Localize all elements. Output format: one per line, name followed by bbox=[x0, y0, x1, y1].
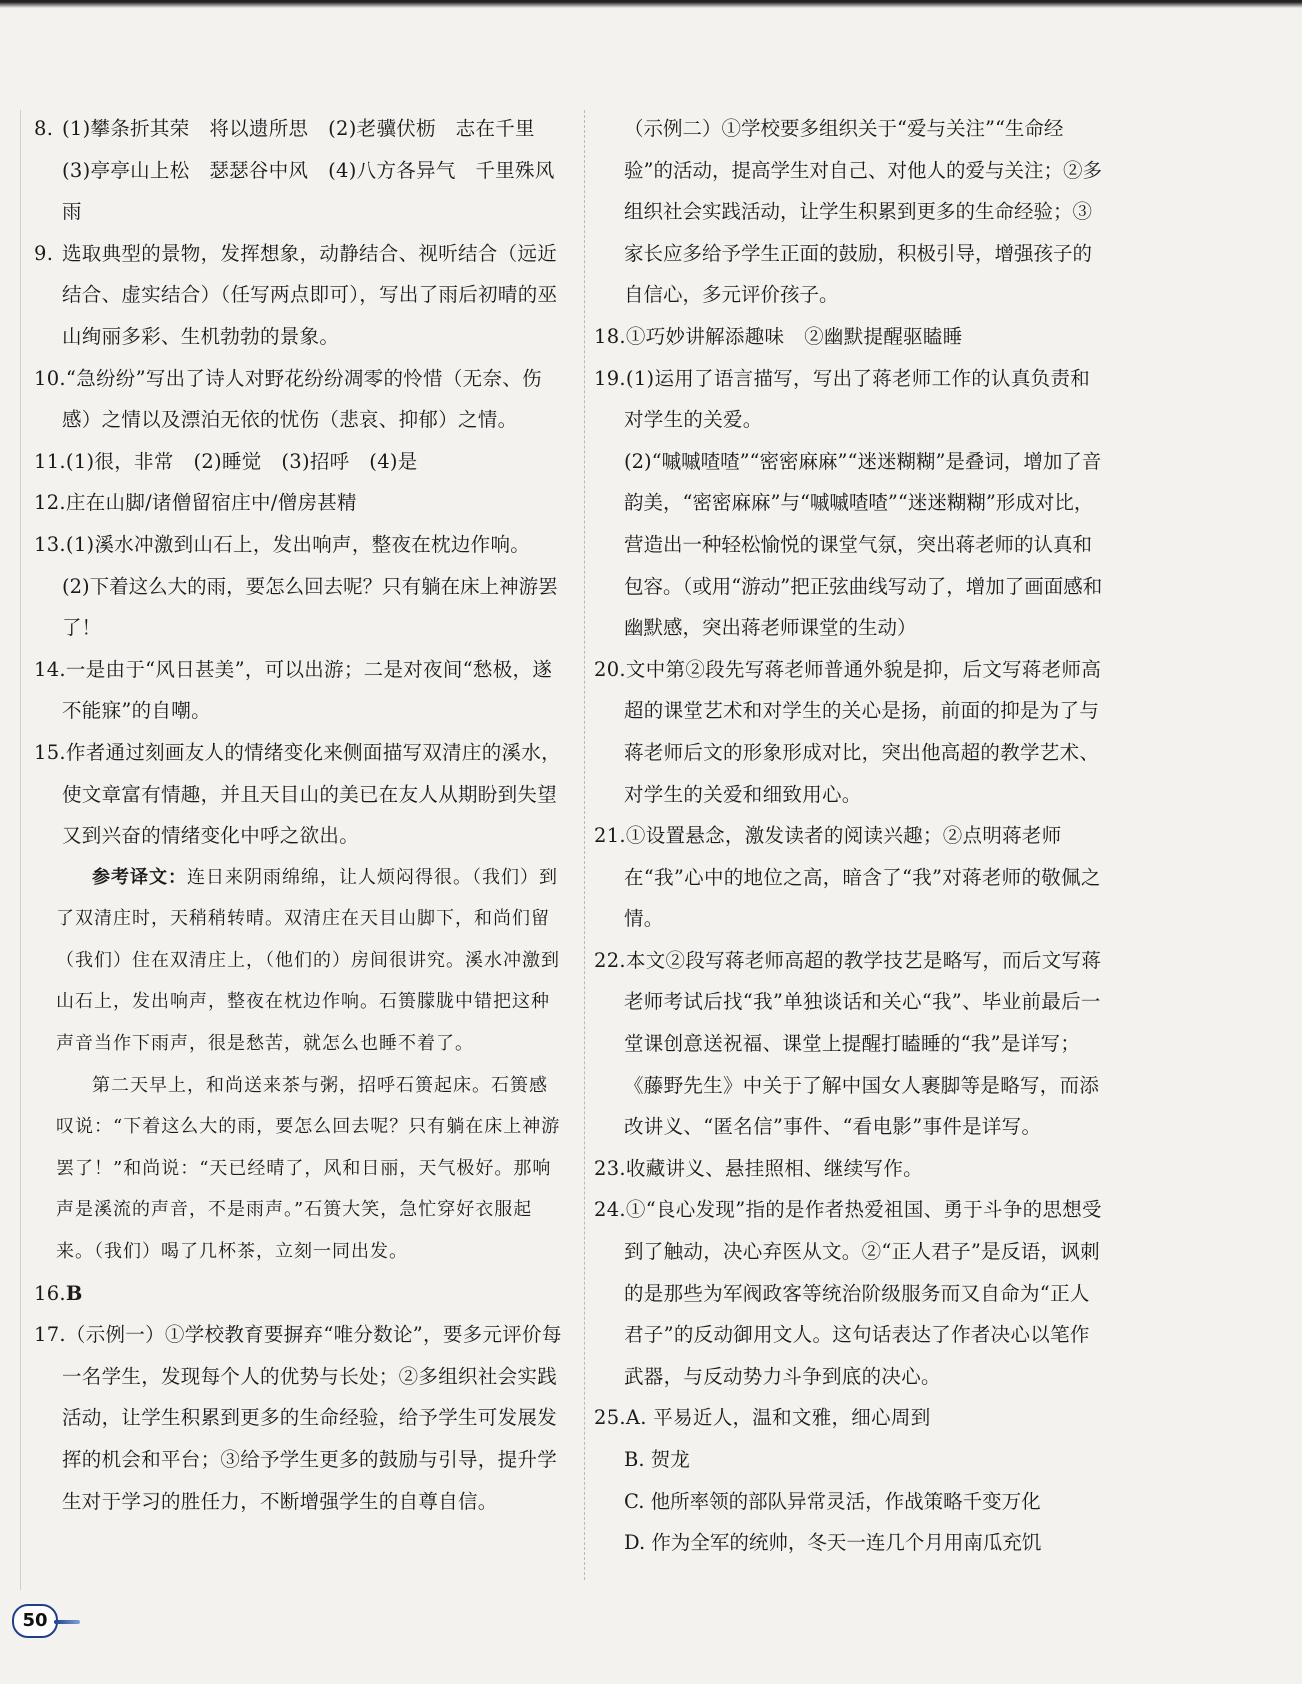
item-text: 作者通过刻画友人的情绪变化来侧面描写双清庄的溪水，使文章富有情趣，并且天目山的美已在友人从期盼到失望又到兴奋的情绪变化中呼之欲出。 bbox=[62, 740, 561, 848]
reference-text: 连日来阴雨绵绵，让人烦闷得很。（我们）到了双清庄时，天稍稍转晴。双清庄在天目山脚下，和尚们留（我们）住在双清庄上，（他们的）房间很讲究。溪水冲激到山石上，发出响声，整夜在枕边作响。石篑朦胧中错把这种声音当作下雨声，很是愁苦，就怎么也睡不着了。 bbox=[56, 866, 560, 1055]
answer-item-25-b: B. 贺龙 bbox=[624, 1448, 690, 1471]
answer-item-17-example2: （示例二）①学校要多组织关于“爱与关注”“生命经验”的活动，提高学生对自己、对他人的爱与关注；②多组织社会实践活动，让学生积累到更多的生命经验；③家长应多给予学生正面的鼓励，积极引导，增强孩子的自信心，多元评价孩子。 bbox=[624, 117, 1102, 307]
answer-item-25-d: D. 作为全军的统帅，冬天一连几个月用南瓜充饥 bbox=[624, 1531, 1042, 1555]
answer-item-11 bbox=[34, 441, 566, 483]
item-number: 22. bbox=[594, 948, 626, 972]
answer-item-23 bbox=[594, 1148, 1106, 1190]
item-text: (1)攀条折其荣 将以遗所思 (2)老骥伏枥 志在千里 (3)亭亭山上松 瑟瑟谷中风 (4)八方各异气 千里殊风雨 bbox=[62, 117, 555, 224]
item-number: 17. bbox=[34, 1323, 66, 1347]
item-answer: B bbox=[65, 1281, 83, 1305]
answer-item-21 bbox=[594, 815, 1106, 940]
answer-item-18 bbox=[594, 316, 1106, 358]
answer-item-16 bbox=[34, 1273, 566, 1315]
item-text: 一是由于“风日甚美”，可以出游；二是对夜间“愁极，遂不能寐”的自嘲。 bbox=[62, 657, 553, 723]
item-number: 24. bbox=[594, 1198, 626, 1222]
reference-translation-para1 bbox=[56, 857, 566, 1065]
item-text: (1)很，非常 (2)睡觉 (3)招呼 (4)是 bbox=[65, 449, 418, 473]
item-number: 11. bbox=[34, 449, 66, 473]
answer-item-10 bbox=[34, 358, 566, 441]
item-number: 8. bbox=[34, 117, 54, 140]
answer-item-24 bbox=[594, 1189, 1106, 1397]
answer-item-12 bbox=[34, 482, 566, 524]
answer-item-20 bbox=[594, 649, 1106, 815]
answer-item-19 bbox=[594, 358, 1106, 441]
answer-item-15 bbox=[34, 732, 566, 857]
page-number-badge: 50 bbox=[12, 1604, 58, 1638]
item-text: （示例一）①学校教育要摒弃“唯分数论”，要多元评价每一名学生，发现每个人的优势与长处；②多组织社会实践活动，让学生积累到更多的生命经验，给予学生可发展发挥的机会和平台；③给予学生更多的鼓励与引导，提升学生对于学习的胜任力，不断增强学生的自尊自信。 bbox=[62, 1323, 562, 1513]
binding-rule bbox=[20, 110, 21, 1590]
item-number: 10. bbox=[34, 366, 66, 390]
item-number: 12. bbox=[34, 491, 66, 515]
answer-item-22 bbox=[594, 940, 1106, 1148]
item-number: 14. bbox=[34, 657, 66, 681]
item-number: 18. bbox=[594, 324, 626, 348]
left-column bbox=[34, 108, 566, 1522]
page-number-swoosh bbox=[54, 1620, 80, 1624]
answer-item-13-part2: (2)下着这么大的雨，要怎么回去呢？只有躺在床上神游罢了！ bbox=[62, 574, 558, 640]
item-number: 16. bbox=[34, 1281, 66, 1305]
reference-label: 参考译文： bbox=[92, 866, 187, 888]
item-number: 20. bbox=[594, 657, 626, 681]
item-number: 13. bbox=[34, 532, 66, 556]
answer-item-25 bbox=[594, 1397, 1106, 1439]
item-number: 23. bbox=[594, 1156, 626, 1180]
item-number: 9. bbox=[34, 241, 54, 265]
answer-item-25-c: C. 他所率领的部队异常灵活，作战策略千变万化 bbox=[624, 1489, 1041, 1513]
column-divider bbox=[584, 110, 585, 1580]
right-column bbox=[594, 108, 1106, 1564]
item-text: ①“良心发现”指的是作者热爱祖国、勇于斗争的思想受到了触动，决心弃医从文。②“正人君子”是反语，讽刺的是那些为军阀政客等统治阶级服务而又自命为“正人君子”的反动御用文人。这句话表达了作者决心以笔作武器，与反动势力斗争到底的决心。 bbox=[624, 1198, 1102, 1388]
item-number: 21. bbox=[594, 824, 626, 848]
item-text: A. 平易近人，温和文雅，细心周到 bbox=[625, 1406, 931, 1430]
item-text: 文中第②段先写蒋老师普通外貌是抑，后文写蒋老师高超的课堂艺术和对学生的关心是扬，前面的抑是为了与蒋老师后文的形象形成对比，突出他高超的教学艺术、对学生的关爱和细致用心。 bbox=[624, 657, 1102, 806]
item-text: ①巧妙讲解添趣味 ②幽默提醒驱瞌睡 bbox=[625, 324, 963, 348]
item-number: 19. bbox=[594, 366, 626, 390]
answer-item-14 bbox=[34, 649, 566, 732]
item-text: ①设置悬念，激发读者的阅读兴趣；②点明蒋老师在“我”心中的地位之高，暗含了“我”对蒋老师的敬佩之情。 bbox=[624, 824, 1101, 931]
item-number: 15. bbox=[34, 740, 66, 764]
item-text: 本文②段写蒋老师高超的教学技艺是略写，而后文写蒋老师考试后找“我”单独谈话和关心“我”、毕业前最后一堂课创意送祝福、课堂上提醒打瞌睡的“我”是详写；《藤野先生》中关于了解中国女人裹脚等是略写，而添改讲义、“匿名信”事件、“看电影”事件是详写。 bbox=[624, 948, 1102, 1139]
item-text: (1)运用了语言描写，写出了蒋老师工作的认真负责和对学生的关爱。 bbox=[624, 366, 1091, 432]
answer-item-13 bbox=[34, 524, 566, 566]
answer-item-19-part2: (2)“嘁嘁喳喳”“密密麻麻”“迷迷糊糊”是叠词，增加了音韵美，“密密麻麻”与“嘁嘁喳喳”“迷迷糊糊”形成对比，营造出一种轻松愉悦的课堂气氛，突出蒋老师的认真和包容。（或用“游动”把正弦曲线写动了，增加了画面感和幽默感，突出蒋老师课堂的生动） bbox=[624, 449, 1103, 640]
answer-item-9 bbox=[34, 233, 566, 358]
item-text: 收藏讲义、悬挂照相、继续写作。 bbox=[625, 1156, 923, 1180]
item-number: 25. bbox=[594, 1406, 626, 1430]
item-text: 选取典型的景物，发挥想象，动静结合、视听结合（远近结合、虚实结合）（任写两点即可），写出了雨后初晴的巫山绚丽多彩、生机勃勃的景象。 bbox=[62, 241, 558, 348]
item-text: (1)溪水冲激到山石上，发出响声，整夜在枕边作响。 bbox=[65, 532, 531, 556]
item-text: “急纷纷”写出了诗人对野花纷纷凋零的怜惜（无奈、伤感）之情以及漂泊无依的忧伤（悲哀、抑郁）之情。 bbox=[62, 366, 542, 432]
answer-item-8 bbox=[34, 108, 566, 233]
item-text: 庄在山脚/诸僧留宿庄中/僧房甚精 bbox=[65, 491, 357, 515]
reference-translation-para2: 第二天早上，和尚送来茶与粥，招呼石篑起床。石篑感叹说：“下着这么大的雨，要怎么回去呢？只有躺在床上神游罢了！”和尚说：“天已经晴了，风和日丽，天气极好。那响声是溪流的声音，不是雨声。”石篑大笑，急忙穿好衣服起来。（我们）喝了几杯茶，立刻一同出发。 bbox=[56, 1074, 561, 1263]
answer-item-17 bbox=[34, 1314, 566, 1522]
page-top-edge bbox=[0, 0, 1302, 8]
